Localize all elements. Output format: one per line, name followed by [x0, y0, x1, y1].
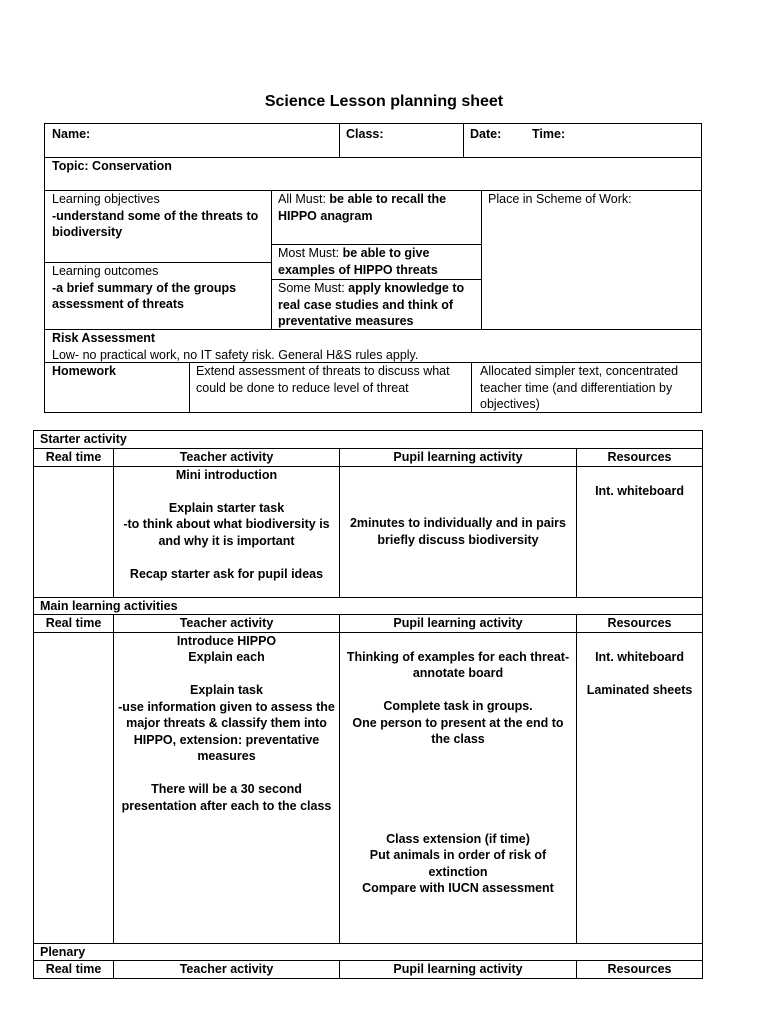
table-header-row [34, 615, 703, 633]
class-label: Class: [346, 127, 384, 141]
topic-text: Topic: Conservation [52, 159, 172, 173]
some-must-label: Some Must: [278, 281, 345, 295]
starter-resources [577, 466, 703, 597]
risk-assessment-label: Risk Assessment [52, 331, 156, 345]
col-real-time: Real time [34, 615, 114, 633]
all-must-text: be able to recall the HIPPO anagram [278, 192, 447, 223]
some-must-text: apply knowledge to real case studies and think of preventative measures [278, 281, 465, 328]
col-teacher-activity: Teacher activity [114, 615, 340, 633]
all-must-cell [271, 190, 482, 245]
main-pupil-text: Thinking of examples for each threat- annotate board Complete task in groups. One person to present at the end to the class [346, 649, 570, 746]
col-resources: Resources [577, 615, 703, 633]
homework-label: Homework [52, 364, 116, 378]
table-header-row [34, 961, 703, 979]
starter-pupil-activity [340, 466, 577, 597]
starter-section-label: Starter activity [34, 431, 703, 449]
col-pupil-activity: Pupil learning activity [340, 449, 577, 467]
main-resources-text: Int. whiteboard Laminated sheets [586, 649, 693, 697]
col-teacher-activity: Teacher activity [114, 961, 340, 979]
table-header-row [34, 449, 703, 467]
learning-objectives-cell [44, 190, 272, 263]
name-label: Name: [52, 127, 91, 141]
table-row [34, 466, 703, 597]
col-real-time: Real time [34, 449, 114, 467]
topic-cell [44, 157, 702, 191]
main-teacher-activity: Introduce HIPPO Explain each Explain task -use information given to assess the major threats & classify them into HIPPO, extension: preventative measures There will be a 30 second presentation after each to the class [114, 632, 340, 943]
learning-outcomes-text: -a brief summary of the groups assessment of threats [52, 280, 237, 311]
main-real-time [34, 632, 114, 943]
col-real-time: Real time [34, 961, 114, 979]
risk-assessment-text: Low- no practical work, no IT safety risk. General H&S rules apply. [52, 347, 419, 362]
some-must-cell [271, 279, 482, 330]
all-must-label: All Must: [278, 192, 326, 206]
col-pupil-activity: Pupil learning activity [340, 961, 577, 979]
date-label: Date: [470, 127, 502, 141]
homework-label-cell [44, 362, 190, 413]
learning-outcomes-cell [44, 262, 272, 330]
scheme-of-work-cell [481, 190, 702, 330]
risk-assessment-cell [44, 329, 702, 363]
learning-objectives-label: Learning objectives [52, 192, 160, 206]
starter-pupil-text: 2minutes to individually and in pairs briefly discuss biodiversity [349, 516, 566, 547]
most-must-cell [271, 244, 482, 280]
scheme-of-work-label: Place in Scheme of Work: [488, 192, 632, 206]
main-resources [577, 632, 703, 943]
time-label: Time: [532, 127, 566, 141]
table-row [34, 632, 703, 943]
plenary-section-label: Plenary [34, 943, 703, 961]
col-resources: Resources [577, 449, 703, 467]
col-teacher-activity: Teacher activity [114, 449, 340, 467]
class-cell [339, 123, 464, 158]
homework-text: Extend assessment of threats to discuss what could be done to reduce level of threat [196, 364, 450, 395]
learning-objectives-text: -understand some of the threats to biodiversity [52, 208, 259, 239]
starter-teacher-activity: Mini introduction Explain starter task -to think about what biodiversity is and why it is important Recap starter ask for pupil ideas [114, 466, 340, 597]
differentiation-cell [471, 362, 702, 413]
starter-resources-text: Int. whiteboard [595, 483, 684, 498]
differentiation-text: Allocated simpler text, concentrated teacher time (and differentiation by objectives) [480, 364, 679, 411]
main-pupil-activity [340, 632, 577, 943]
most-must-text: be able to give examples of HIPPO threats [278, 246, 438, 277]
activities-table [33, 430, 703, 979]
starter-real-time [34, 466, 114, 597]
learning-outcomes-label: Learning outcomes [52, 264, 159, 278]
col-resources: Resources [577, 961, 703, 979]
page-title: Science Lesson planning sheet [264, 93, 504, 110]
main-pupil-extension: Class extension (if time) Put animals in order of risk of extinction Compare with IUCN assessment [362, 831, 554, 895]
main-section-label: Main learning activities [34, 597, 703, 615]
col-pupil-activity: Pupil learning activity [340, 615, 577, 633]
most-must-label: Most Must: [278, 246, 340, 260]
name-cell [44, 123, 340, 158]
date-time-cell [463, 123, 702, 158]
homework-task-cell [189, 362, 472, 413]
